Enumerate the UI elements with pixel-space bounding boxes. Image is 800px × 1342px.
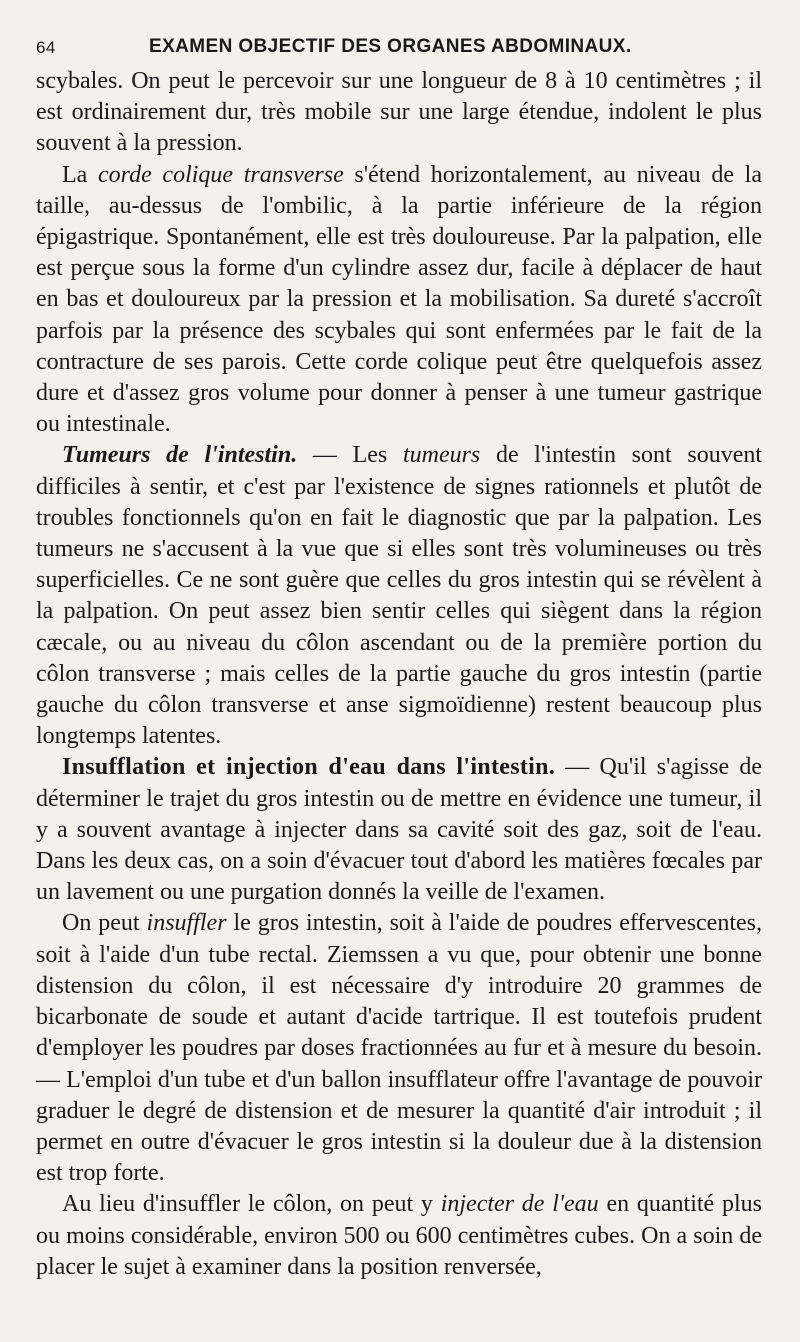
- paragraph-3-rest: de l'intestin sont souvent difficiles à sentir, et c'est par l'existence de signes rationnels et plutôt de troubles fonctionnels qu'on en fait le diagnostic que par la palpation. Les tumeurs ne s'accusent à la vue que si elles sont très volumineuses ou très superficielles. Ce ne sont guère que celles du gros intestin qui se révèlent à la palpation. On peut assez bien sentir celles qui siègent dans la région cæcale, ou au niveau du côlon ascendant ou de la première portion du côlon transverse ; mais celles de la partie gauche du gros intestin (partie gauche du côlon transverse et anse sigmoïdienne) restent beaucoup plus longtemps latentes.: [36, 442, 763, 750]
- paragraph-6-term: injecter de l'eau: [440, 1191, 599, 1218]
- paragraph-2-rest: s'étend horizontalement, au niveau de la taille, au-dessus de l'ombilic, à la partie inférieure de la région épigastrique. Spontanément, elle est très douloureuse. Par la palpation, elle est perçue sous la forme d'un cylindre assez dur, facile à déplacer de haut en bas et douloureux par la pression et la mobilisation. Sa dureté s'accroît parfois par la présence des scybales qui sont enfermées par le fait de la contracture de ses parois. Cette corde colique peut être quelquefois assez dure et d'assez gros volume pour donner à penser à une tumeur gastrique ou intestinale.: [36, 161, 762, 438]
- paragraph-2-start: La: [62, 161, 98, 188]
- paragraph-5-start: On peut: [62, 910, 147, 937]
- paragraph-3-term: tumeurs: [402, 442, 481, 469]
- paragraph-5-term: insuffler: [146, 910, 227, 937]
- paragraph-6-rest: en quantité plus ou moins considérable, environ 500 ou 600 centimètres cubes. On a soin de placer le sujet à examiner dans la position renversée,: [36, 1191, 762, 1280]
- paragraph-4-rest: — Qu'il s'agisse de déterminer le trajet du gros intestin ou de mettre en évidence une tumeur, il y a souvent avantage à injecter dans sa cavité soit des gaz, soit de l'eau. Dans les deux cas, on a soin d'évacuer tout d'abord les matières fœcales par un lavement ou une purgation donnés la veille de l'examen.: [36, 754, 763, 906]
- section-heading-insufflation: Insufflation et injection d'eau dans l'intestin.: [62, 754, 556, 781]
- page-header: [36, 26, 762, 66]
- paragraph-3-dash: — Les: [297, 442, 403, 469]
- paragraph-6: [36, 1189, 762, 1283]
- paragraph-6-start: Au lieu d'insuffler le côlon, on peut y: [62, 1191, 441, 1218]
- paragraph-3: [36, 440, 762, 752]
- paragraph-4: [36, 752, 762, 908]
- paragraph-1: scybales. On peut le percevoir sur une longueur de 8 à 10 centimètres ; il est ordinairement dur, très mobile sur une large étendue, indolent le plus souvent à la pression.: [36, 68, 762, 157]
- running-head: EXAMEN OBJECTIF DES ORGANES ABDOMINAUX.: [149, 36, 632, 57]
- body-text: [36, 66, 762, 1283]
- paragraph-5-rest: le gros intestin, soit à l'aide de poudres effervescentes, soit à l'aide d'un tube rectal. Ziemssen a vu que, pour obtenir une bonne distension du côlon, il est nécessaire d'y introduire 20 grammes de bicarbonate de soude et autant d'acide tartrique. Il est toutefois prudent d'employer les poudres par doses fractionnées au fur et à mesure du besoin. — L'emploi d'un tube et d'un ballon insufflateur offre l'avantage de pouvoir graduer le degré de distension et de mesurer la quantité d'air introduit ; il permet en outre d'évacuer le gros intestin si la douleur due à la distension est trop forte.: [36, 910, 762, 1187]
- paragraph-2: [36, 160, 762, 441]
- section-heading-tumeurs: Tumeurs de l'intestin.: [62, 442, 298, 469]
- page-number: 64: [36, 38, 56, 57]
- paragraph-2-term: corde colique transverse: [98, 161, 344, 188]
- paragraph-5: [36, 908, 762, 1189]
